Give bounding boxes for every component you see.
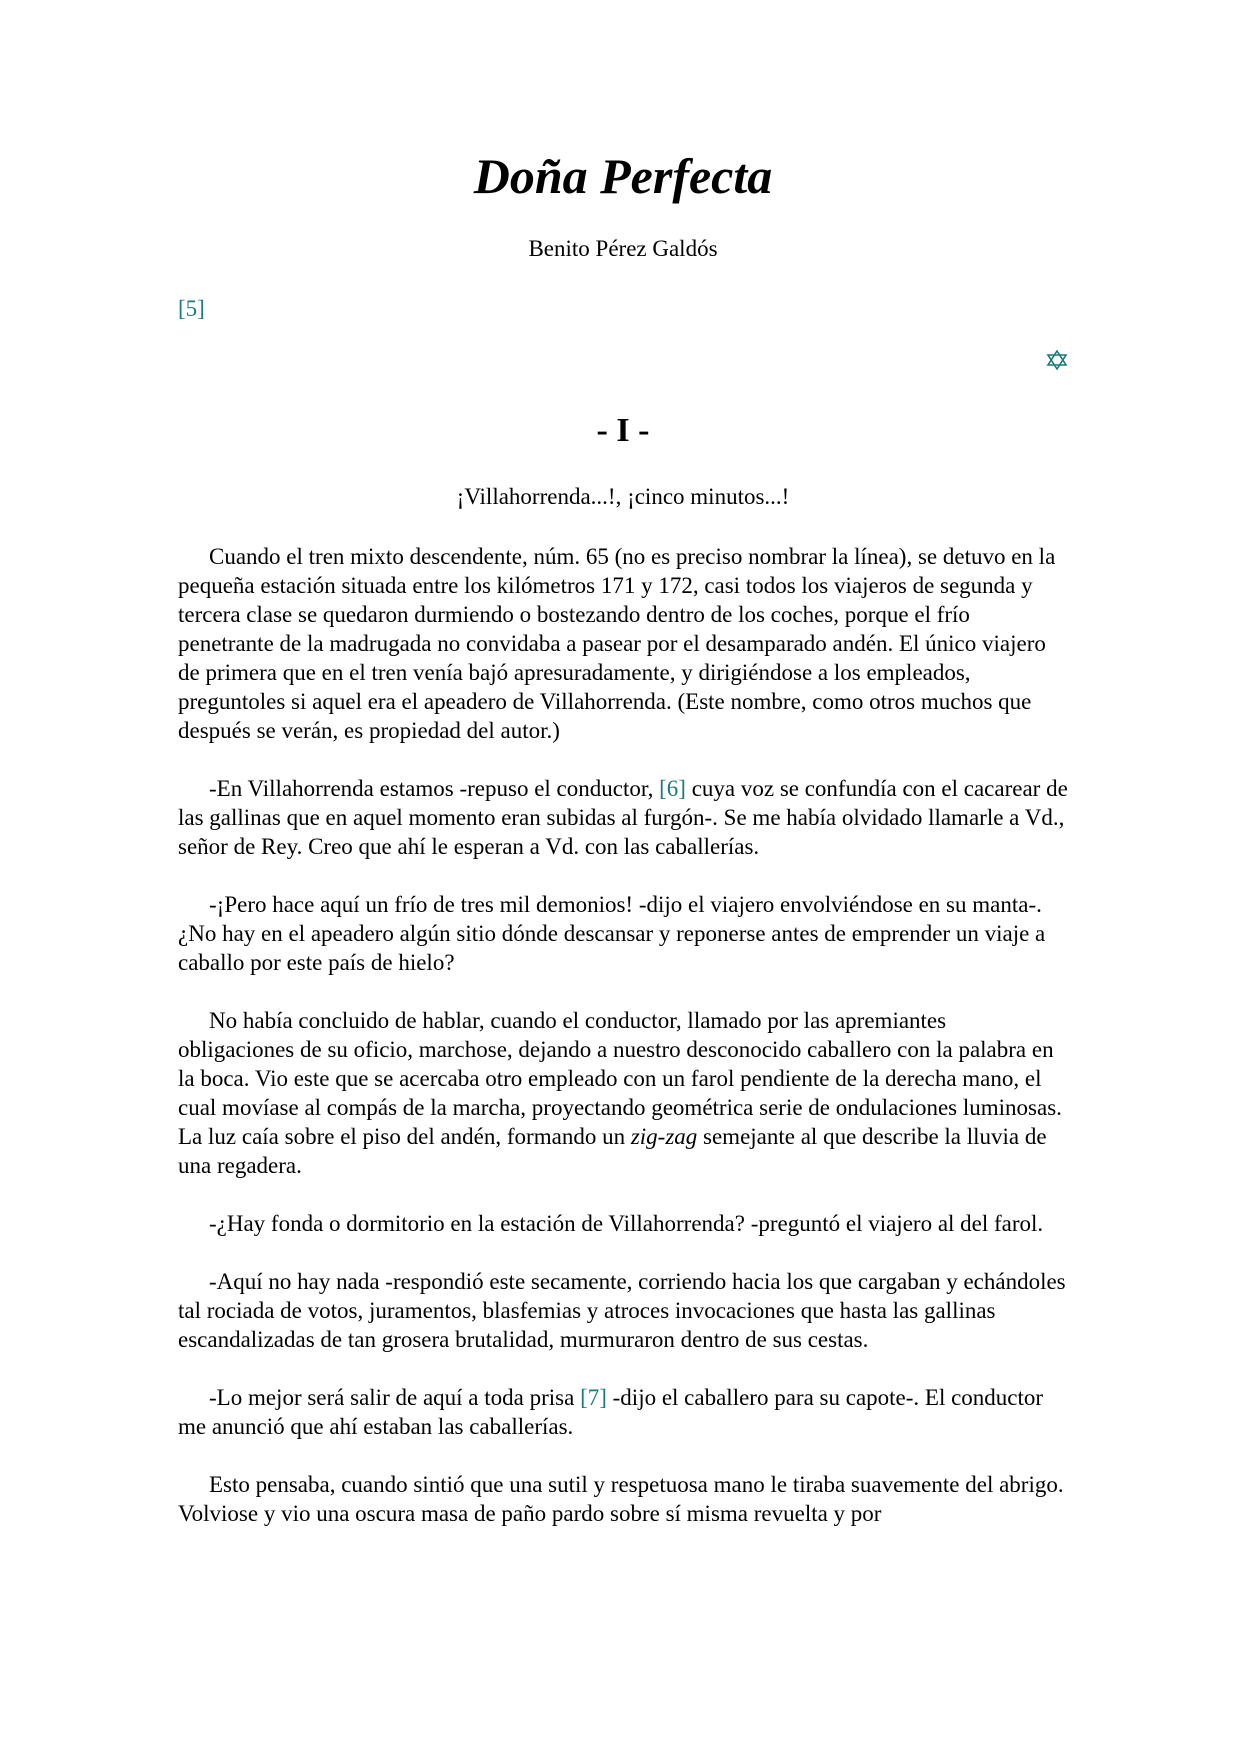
- paragraph-6: -Aquí no hay nada -respondió este secamente, corriendo hacia los que cargaban y echándoles tal rociada de votos, juramentos, blasfemias y atroces invocaciones que hasta las gallinas escandalizadas de tan grosera brutalidad, murmuraron dentro de sus cestas.: [178, 1269, 1066, 1352]
- paragraph-1: Cuando el tren mixto descendente, núm. 65 (no es preciso nombrar la línea), se detuvo en la pequeña estación situada entre los kilómetros 171 y 172, casi todos los viajeros de segunda y tercera clase se quedaron durmiendo o bostezando dentro de los coches, porque el frío penetrante de la madrugada no convidaba a pasear por el desamparado andén. El único viajero de primera que en el tren venía bajó apresuradamente, y dirigiéndose a los empleados, preguntoles si aquel era el apeadero de Villahorrenda. (Este nombre, como otros muchos que después se verán, es propiedad del autor.): [178, 544, 1056, 743]
- paragraph-2-text-a: -En Villahorrenda estamos -repuso el conductor,: [209, 776, 660, 801]
- paragraph-2-text-b: cuya voz se confundía con el cacarear de las gallinas que en aquel momento eran subidas al furgón-. Se me había olvidado llamarle a Vd., señor de Rey. Creo que ahí le esperan a Vd. con las caballerías.: [178, 776, 1068, 859]
- chapter-subtitle: ¡Villahorrenda...!, ¡cinco minutos...!: [456, 484, 790, 509]
- star-of-david-icon[interactable]: [1046, 350, 1068, 370]
- page-reference-5: [178, 294, 205, 324]
- page-ref-link-7[interactable]: [7]: [580, 1385, 607, 1410]
- paragraph-8: Esto pensaba, cuando sintió que una sutil y respetuosa mano le tiraba suavemente del abrigo. Volviose y vio una oscura masa de paño pardo sobre sí misma revuelta y por: [178, 1472, 1064, 1526]
- book-author: Benito Pérez Galdós: [528, 236, 718, 261]
- chapter-heading: - I -: [596, 412, 650, 449]
- paragraph-4: [178, 1006, 1068, 1180]
- paragraph-4-italic: zig-zag: [630, 1124, 698, 1149]
- paragraph-5: -¿Hay fonda o dormitorio en la estación de Villahorrenda? -preguntó el viajero al del farol.: [209, 1211, 1044, 1236]
- book-title: Doña Perfecta: [473, 148, 773, 204]
- paragraph-2: [178, 774, 1068, 861]
- paragraph-7-text-a: -Lo mejor será salir de aquí a toda prisa: [209, 1385, 581, 1410]
- paragraph-7: [178, 1383, 1068, 1441]
- paragraph-7-text-b: -dijo el caballero para su capote-. El conductor me anunció que ahí estaban las caballerías.: [178, 1385, 1044, 1439]
- chapter-body: [178, 542, 1068, 1557]
- page-ref-link-6[interactable]: [6]: [659, 776, 686, 801]
- paragraph-4-text-b: semejante al que describe la lluvia de una regadera.: [178, 1124, 1047, 1178]
- paragraph-4-text-a: No había concluido de hablar, cuando el conductor, llamado por las apremiantes obligaciones de su oficio, marchose, dejando a nuestro desconocido caballero con la palabra en la boca. Vio este que se acercaba otro empleado con un farol pendiente de la derecha mano, el cual movíase al compás de la marcha, proyectando geométrica serie de ondulaciones luminosas. La luz caía sobre el piso del andén, formando un: [178, 1008, 1062, 1149]
- page-ref-link-5[interactable]: [5]: [178, 296, 205, 321]
- paragraph-3: -¡Pero hace aquí un frío de tres mil demonios! -dijo el viajero envolviéndose en su manta-. ¿No hay en el apeadero algún sitio dónde descansar y reponerse antes de emprender un viaje a caballo por este país de hielo?: [178, 892, 1046, 975]
